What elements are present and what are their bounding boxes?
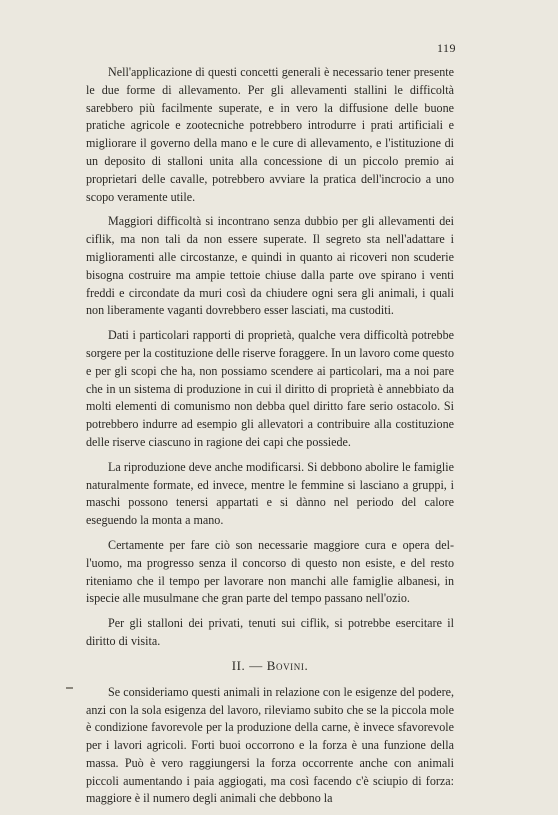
paragraph: Dati i particolari rapporti di proprietà, qualche vera difficoltà potrebbe sorgere per la costituzione delle riserve foraggere. In un lavoro come questo e per gli scopi che ha, non possiamo scendere ai particolari, ma a noi pare che in un sistema di produzione in cui il diritto di proprietà è annebbiato da molti elementi di comunismo non debba quel diritto fare serio ostacolo. Si potrebbero indurre ad esempio gli allevatori a contribuire alla costituzione delle riserve ciascuno in ragione dei capi che possiede. (86, 328, 454, 449)
paragraph: Se consideriamo questi animali in relazione con le esigenze del podere, anzi con la sola esigenza del lavoro, rileviamo subito che se la piccola mole è condizione favorevole per la produzione della carne, è invece sfavorevole per i lavori agricoli. Forti buoi occorrono e la forza è una funzione della massa. Può è vero raggiungersi la forza occorrente anche con animali piccoli aumentando i paia aggiogati, ma così facendo c'è sciupio di forza: maggiore è il numero degli animali che debbono la (86, 684, 454, 806)
paragraph: Maggiori difficoltà si incontrano senza dubbio per gli allevamenti dei ciflik, ma non tali da non essere superate. Il segreto sta nell'adattare i miglioramenti alle circostanze, e quindi in quanto ai ricoveri non scuderie bisogna costruire ma ampie tettoie chiuse dalla parte ove spirano i venti freddi e circondate da muri così da chiudere ogni sera gli animali, i quali non liberamente vaganti dovrebbero esser lasciati, ma custoditi. (86, 214, 454, 318)
margin-mark (66, 687, 73, 689)
paragraph: Nell'applicazione di questi concetti generali è necessario tener presente le due forme di allevamento. Per gli allevamenti stallini le difficoltà sarebbero più facilmente superate, e in vero la diffusione delle buone pratiche agricole e zootecniche potrebbero introdurre i prati artificiali e migliorare il governo della mano e le cure di allevamento, e l'istituzione di un deposito di stalloni unita alla concessione di un piccolo premio ai proprietari delle cavalle, potrebbero avviare la pratica dell'incrocio a uno scopo veramente utile. (86, 65, 454, 204)
paragraph: La riproduzione deve anche modificarsi. Si debbono abolire le famiglie naturalmente formate, ed invece, mentre le femmine si lasciano a gruppi, i maschi possono tenersi appartati e si dànno nel periodo del calore eseguendo la monta a mano. (86, 459, 454, 528)
paragraph: Certamente per fare ciò son necessarie maggiore cura e opera dell'uomo, ma progresso senza il concorso di questo non esiste, e del resto riteniamo che il tempo per lavorare non manchi alle famiglie albanesi, in ispecie alle musulmane che gran parte del tempo passano nell'ozio. (86, 537, 454, 606)
paragraph: Per gli stalloni dei privati, tenuti sui ciflik, si potrebbe esercitare il diritto di visita. (86, 616, 454, 648)
section-heading: II. — Bovini. (231, 657, 309, 673)
page-number: 119 (436, 41, 456, 55)
body-text (86, 64, 454, 815)
